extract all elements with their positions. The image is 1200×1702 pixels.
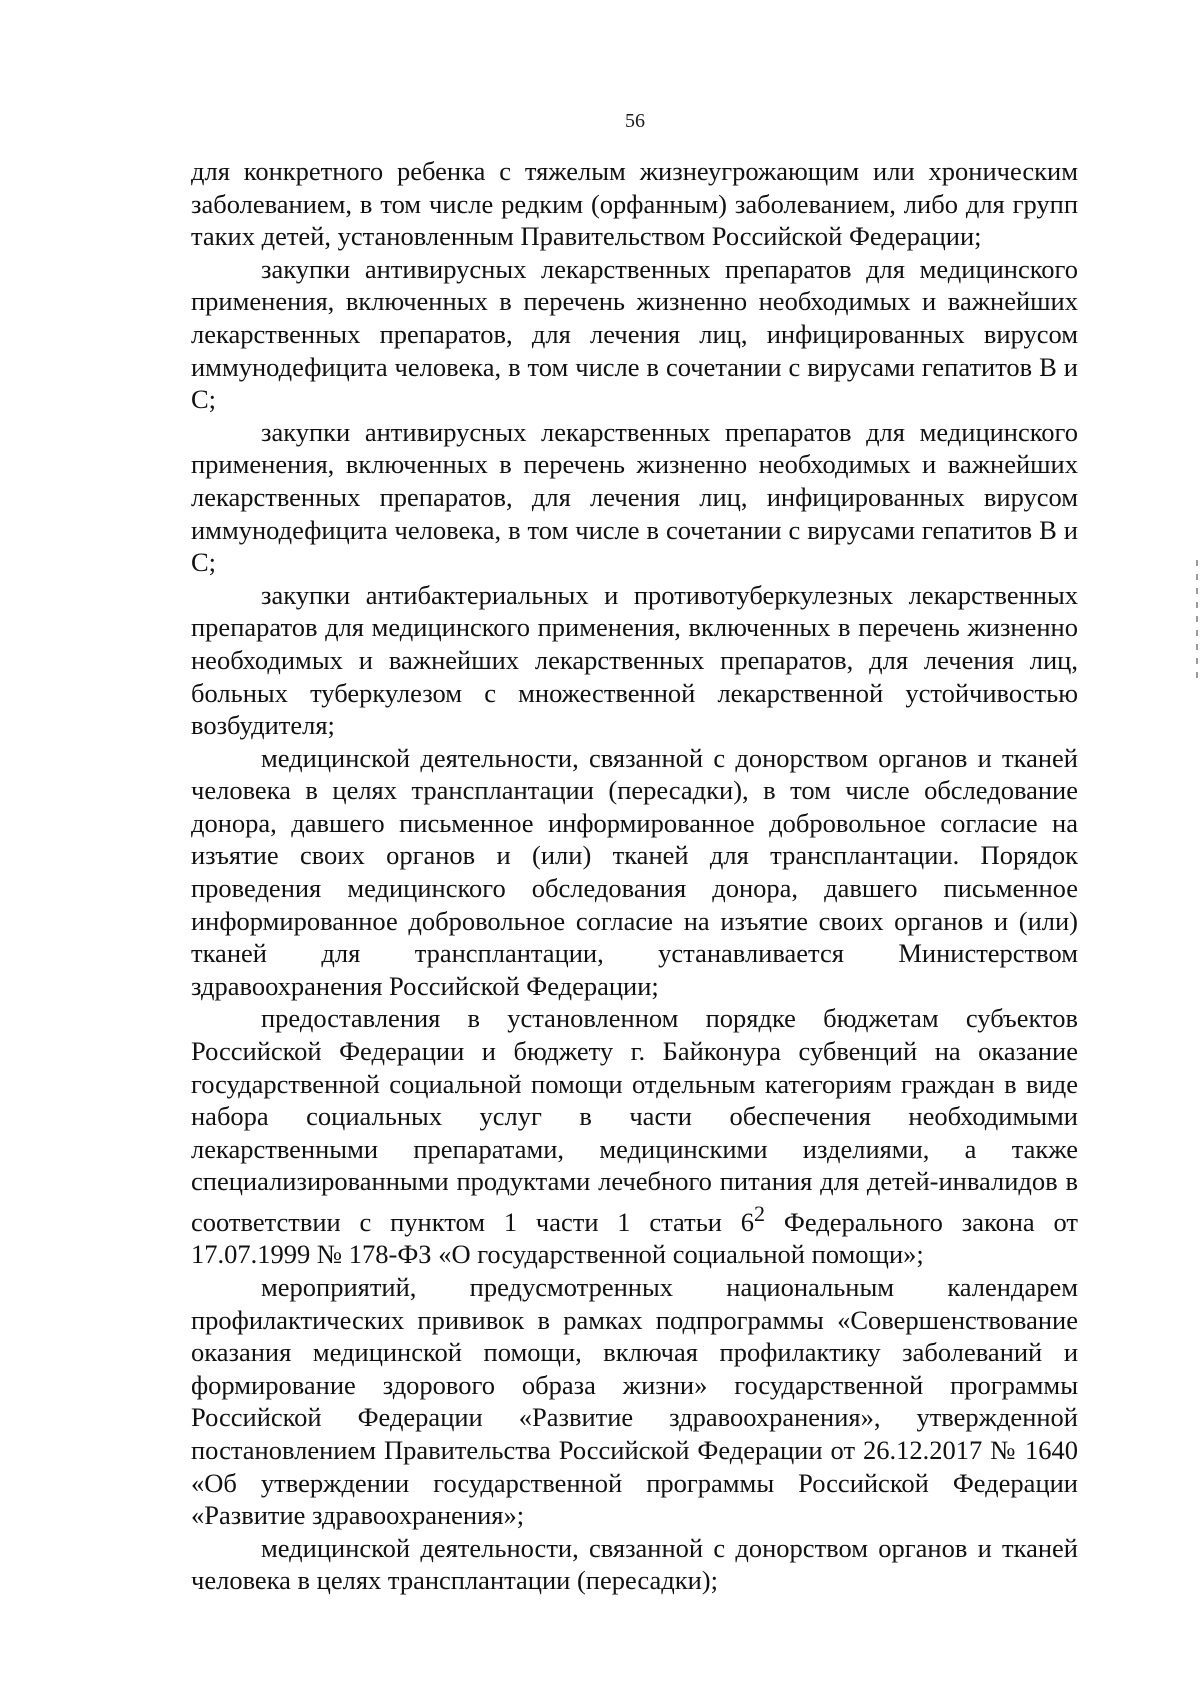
paragraph-transplantation: медицинской деятельности, связанной с донорством органов и тканей человека в целях трансплантации (пересадки); [191,1532,1078,1596]
paragraph-antiviral-procurement-2: закупки антивирусных лекарственных препаратов для медицинского применения, включенных в перечень жизненно необходимых и важнейших лекарственных препаратов, для лечения лиц, инфицированных вирусом иммунодефицита человека, в том числе в сочетании с вирусами гепатитов В и С; [191,416,1078,578]
paragraph-continuation: для конкретного ребенка с тяжелым жизнеугрожающим или хроническим заболеванием, в том числе редким (орфанным) заболеванием, либо для групп таких детей, установленным Правительством Российской Федерации; [191,156,1078,252]
paragraph-antibacterial-procurement: закупки антибактериальных и противотуберкулезных лекарственных препаратов для медицинского применения, включенных в перечень жизненно необходимых и важнейших лекарственных препаратов, для лечения лиц, больных туберкулезом с множественной лекарственной устойчивостью возбудителя; [191,579,1078,741]
scan-edge-mark [1196,560,1198,680]
paragraph-subventions [191,1002,1078,1271]
document-body [191,155,1078,1597]
paragraph-organ-donation: медицинской деятельности, связанной с донорством органов и тканей человека в целях трансплантации (пересадки), в том числе обследование донора, давшего письменное информированное добровольное согласие на изъятие своих органов и (или) тканей для трансплантации. Порядок проведения медицинского обследования донора, давшего письменное информированное добровольное согласие на изъятие своих органов и (или) тканей для трансплантации, устанавливается Министерством здравоохранения Российской Федерации; [191,742,1078,1001]
subventions-text-before: предоставления в установленном порядке бюджетам субъектов Российской Федерации и бюджету г. Байконура субвенций на оказание государственной социальной помощи отдельным категориям граждан в виде набора социальных услуг в части обеспечения необходимыми лекарственными препаратами, медицинскими изделиями, а также специализированными продуктами лечебного питания для детей-инвалидов в соответствии с пунктом 1 части 1 статьи 6 [191,1003,1078,1237]
article-superscript: 2 [754,1201,766,1226]
subventions-text-after: Федерального закона от 17.07.1999 № 178-ФЗ «О государственной социальной помощи»; [191,1206,1078,1270]
paragraph-antiviral-procurement-1: закупки антивирусных лекарственных препаратов для медицинского применения, включенных в перечень жизненно необходимых и важнейших лекарственных препаратов, для лечения лиц, инфицированных вирусом иммунодефицита человека, в том числе в сочетании с вирусами гепатитов В и С; [191,253,1078,415]
paragraph-vaccination-calendar: мероприятий, предусмотренных национальным календарем профилактических прививок в рамках подпрограммы «Совершенствование оказания медицинской помощи, включая профилактику заболеваний и формирование здорового образа жизни» государственной программы Российской Федерации «Развитие здравоохранения», утвержденной постановлением Правительства Российской Федерации от 26.12.2017 № 1640 «Об утверждении государственной программы Российской Федерации «Развитие здравоохранения»; [191,1272,1078,1531]
page-number: 56 [625,110,645,132]
